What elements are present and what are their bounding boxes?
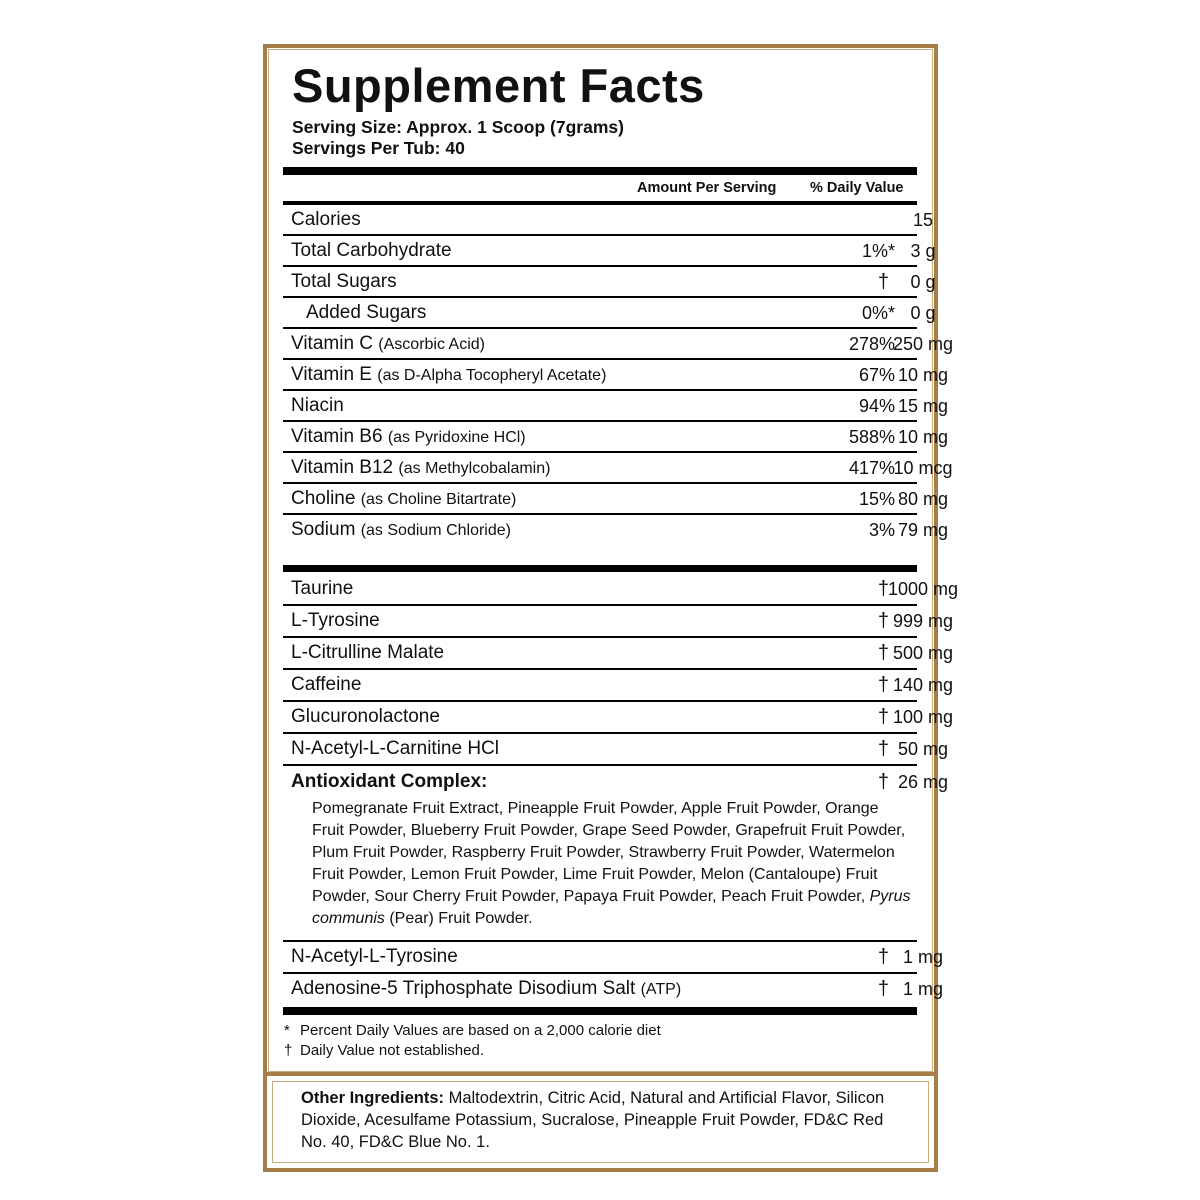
row-amount: 1 mg: [902, 979, 944, 999]
amount-column-header: Amount Per Serving: [637, 180, 777, 196]
row-name-text: Niacin: [291, 395, 344, 416]
footnote-not-established: [284, 1041, 484, 1060]
other-ingredients-label: Other Ingredients:: [301, 1089, 445, 1107]
row-name: [291, 733, 499, 765]
row-amount: 79 mg: [897, 520, 949, 540]
row-name: [291, 701, 440, 733]
row-niacin: [283, 390, 949, 422]
row-vitamin-b6: [283, 421, 949, 453]
row-total-sugars: [283, 266, 936, 298]
row-name: [291, 605, 380, 637]
row-amount: 999 mg: [892, 611, 954, 631]
row-daily-value: †: [877, 738, 889, 760]
row-daily-value: 3%: [868, 520, 895, 540]
row-amount: 1000 mg: [887, 579, 959, 599]
row-amount: 3 g: [910, 241, 936, 261]
row-name: [291, 483, 516, 516]
antioxidant-components-italic: Pyrus communis: [312, 888, 911, 927]
row-amount: 1 mg: [902, 947, 944, 967]
row-name: [291, 328, 485, 361]
serving-size-label: Serving Size:: [292, 117, 402, 137]
row-name: [291, 421, 526, 454]
row-name: [291, 637, 444, 669]
thick-divider: [283, 1007, 917, 1015]
row-name: [291, 514, 511, 547]
servings-per-container: [292, 138, 465, 159]
row-daily-value: †: [877, 946, 889, 968]
row-l-tyrosine: [283, 605, 954, 637]
row-n-acetyl-l-tyrosine: [283, 941, 944, 973]
row-n-acetyl-l-carnitine-hcl: [283, 733, 949, 765]
other-ingredients: [301, 1087, 911, 1153]
row-amount: 140 mg: [892, 675, 954, 695]
row-vitamin-c: [283, 328, 954, 360]
thick-divider: [283, 167, 917, 175]
row-daily-value: 278%: [848, 334, 895, 354]
thick-divider: [283, 565, 917, 572]
antioxidant-components: [312, 798, 912, 930]
row-daily-value: †: [877, 610, 889, 632]
row-name-text: Glucuronolactone: [291, 706, 440, 727]
footnote-text: Daily Value not established.: [300, 1042, 484, 1059]
row-name-text: Adenosine-5 Triphosphate Disodium Salt: [291, 978, 636, 999]
row-daily-value: †: [877, 978, 889, 1000]
row-qualifier: (as D-Alpha Tocopheryl Acetate): [377, 367, 607, 384]
footnote-symbol: *: [284, 1022, 290, 1039]
row-added-sugars: [283, 297, 936, 329]
row-name: [291, 359, 606, 392]
row-taurine: [283, 573, 959, 605]
row-name: [291, 669, 361, 701]
row-name-text: Caffeine: [291, 674, 362, 695]
row-amount: 100 mg: [892, 707, 954, 727]
row-name: [291, 390, 344, 423]
row-qualifier: (as Pyridoxine HCl): [387, 429, 526, 446]
row-daily-value: †: [877, 642, 889, 664]
row-daily-value: †: [877, 271, 889, 293]
row-daily-value: †: [877, 578, 889, 600]
row-daily-value: †: [877, 674, 889, 696]
row-name: [291, 266, 397, 299]
row-daily-value: 0%*: [861, 303, 895, 323]
row-amount: 10 mg: [897, 427, 949, 447]
row-amount: 10 mcg: [893, 458, 953, 478]
row-vitamin-b12: [283, 452, 953, 484]
row-daily-value: 1%*: [861, 241, 895, 261]
serving-size: [292, 117, 624, 138]
footnote-symbol: †: [284, 1042, 293, 1059]
row-amount: 10 mg: [897, 365, 949, 385]
row-name: [291, 452, 550, 485]
row-name-text: Sodium: [291, 519, 356, 540]
antioxidant-complex-amount: 26 mg: [897, 772, 949, 792]
row-amount: 0 g: [910, 272, 936, 292]
serving-size-value: Approx. 1 Scoop (7grams): [406, 117, 624, 137]
row-qualifier: (ATP): [640, 981, 682, 998]
row-name-text: Taurine: [291, 578, 354, 599]
row-amount: 500 mg: [892, 643, 954, 663]
row-name-text: N-Acetyl-L-Carnitine HCl: [291, 738, 499, 759]
other-ingredients-text: Maltodextrin, Citric Acid, Natural and Artificial Flavor, Silicon Dioxide, Acesulfame Potassium, Sucralose, Pineapple Fruit Powder, FD&C Red No. 40, FD&C Blue No. 1.: [301, 1089, 885, 1151]
row-calories: [283, 204, 934, 236]
row-qualifier: (as Choline Bitartrate): [360, 491, 517, 508]
row-name-text: Vitamin E: [291, 364, 372, 385]
row-name-text: Vitamin C: [291, 333, 374, 354]
row-l-citrulline-malate: [283, 637, 954, 669]
row-amount: 15 mg: [897, 396, 949, 416]
antioxidant-complex-dv: †: [877, 771, 889, 793]
servings-per-container-label: Servings Per Tub:: [292, 138, 441, 158]
row-amount: 0 g: [910, 303, 936, 323]
row-qualifier: (as Sodium Chloride): [360, 522, 511, 539]
row-glucuronolactone: [283, 701, 954, 733]
row-choline: [283, 483, 949, 515]
row-name-text: Added Sugars: [306, 302, 427, 323]
row-daily-value: †: [877, 706, 889, 728]
antioxidant-components-tail: (Pear) Fruit Powder.: [384, 910, 533, 927]
row-name: [291, 573, 353, 605]
row-amount: 50 mg: [897, 739, 949, 759]
antioxidant-components-text: Pomegranate Fruit Extract, Pineapple Fruit Powder, Apple Fruit Powder, Orange Fruit Powder, Blueberry Fruit Powder, Grape Seed Powder, Grapefruit Fruit Powder, Plum Fruit Powder, Raspberry Fruit Powder, Strawberry Fruit Powder, Watermelon Fruit Powder, Lemon Fruit Powder, Lime Fruit Powder, Melon (Cantaloupe) Fruit Powder, Sour Cherry Fruit Powder, Papaya Fruit Powder, Peach Fruit Powder,: [312, 800, 906, 905]
row-name-text: Vitamin B6: [291, 426, 383, 447]
row-name: [291, 941, 458, 974]
row-name: [291, 973, 681, 1006]
antioxidant-complex-row: [283, 766, 949, 798]
daily-value-column-header: % Daily Value: [810, 180, 904, 196]
row-name-text: L-Tyrosine: [291, 610, 380, 631]
row-total-carbohydrate: [283, 235, 936, 267]
row-qualifier: (as Methylcobalamin): [398, 460, 551, 477]
servings-per-container-value: 40: [445, 138, 465, 158]
row-name-text: Vitamin B12: [291, 457, 394, 478]
row-qualifier: (Ascorbic Acid): [378, 336, 485, 353]
row-amount: 15: [912, 210, 934, 230]
row-daily-value: 15%: [858, 489, 895, 509]
row-daily-value: 94%: [858, 396, 895, 416]
row-amount: 250 mg: [892, 334, 954, 354]
row-name-text: Total Carbohydrate: [291, 240, 452, 261]
row-name-text: N-Acetyl-L-Tyrosine: [291, 946, 458, 967]
row-amount: 80 mg: [897, 489, 949, 509]
row-name-text: Total Sugars: [291, 271, 397, 292]
row-daily-value: 417%: [848, 458, 895, 478]
row-name: [291, 235, 452, 268]
row-daily-value: 588%: [848, 427, 895, 447]
row-name: [291, 204, 361, 237]
row-name: [306, 297, 426, 330]
row-name-text: L-Citrulline Malate: [291, 642, 445, 663]
footnote-dv-basis: [284, 1021, 661, 1040]
row-caffeine: [283, 669, 954, 701]
row-vitamin-e: [283, 359, 949, 391]
row-sodium: [283, 514, 949, 546]
row-daily-value: 67%: [858, 365, 895, 385]
antioxidant-complex-name: Antioxidant Complex:: [291, 771, 488, 792]
footnote-text: Percent Daily Values are based on a 2,000 calorie diet: [300, 1022, 661, 1039]
row-name-text: Choline: [291, 488, 356, 509]
row-adenosine-5-triphosphate-disodium-salt: [283, 973, 944, 1005]
page-title: Supplement Facts: [292, 59, 705, 112]
row-name-text: Calories: [291, 209, 361, 230]
